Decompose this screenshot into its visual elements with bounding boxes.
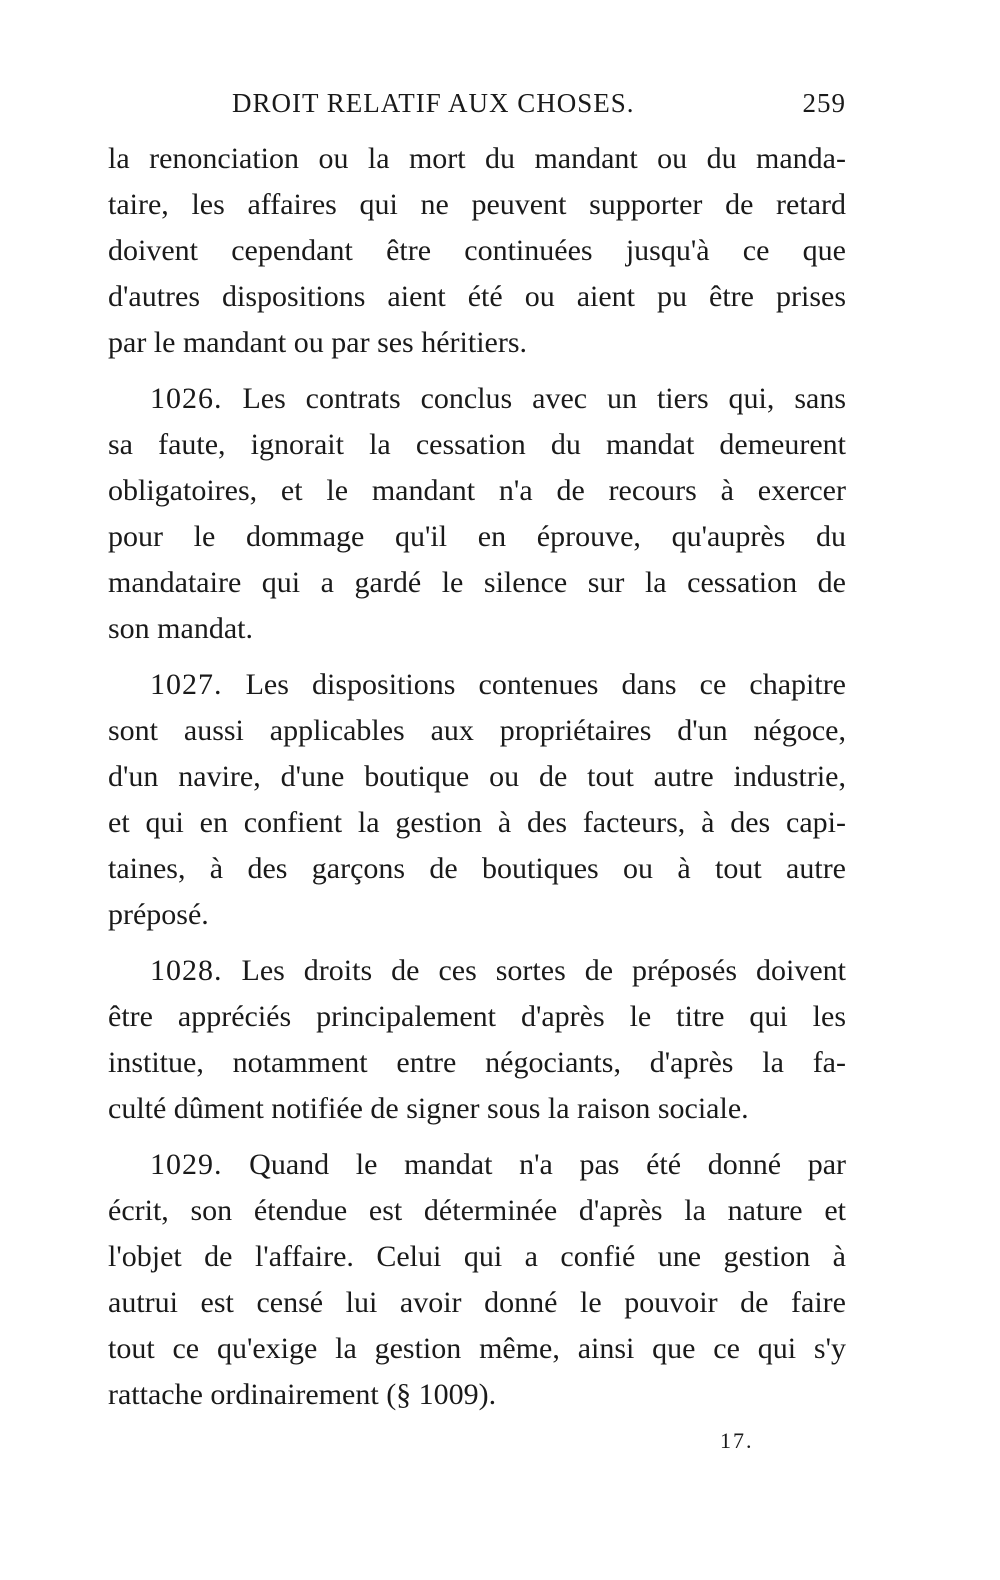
text-line: par le mandant ou par ses héritiers.: [108, 326, 528, 359]
paragraph-continuation: [108, 136, 846, 366]
text-line: d'un navire, d'une boutique ou de tout autre industrie,: [108, 760, 846, 793]
text-line: tout ce qu'exige la gestion même, ainsi que ce qui s'y: [108, 1332, 846, 1365]
text-line: culté dûment notifiée de signer sous la raison sociale.: [108, 1092, 749, 1125]
text-line: taines, à des garçons de boutiques ou à tout autre: [108, 852, 846, 885]
text-line: [108, 376, 846, 422]
text-line: autrui est censé lui avoir donné le pouvoir de faire: [108, 1286, 846, 1319]
text-line: mandataire qui a gardé le silence sur la cessation de: [108, 566, 846, 599]
text-line: sont aussi applicables aux propriétaires d'un négoce,: [108, 714, 846, 747]
text-line: d'autres dispositions aient été ou aient pu être prises: [108, 280, 846, 313]
article-number: 1028.: [150, 954, 223, 987]
article-1028: [108, 948, 846, 1132]
running-title: DROIT RELATIF AUX CHOSES.: [232, 88, 635, 118]
article-1026: [108, 376, 846, 652]
body-text: [108, 136, 846, 1418]
page-number: 259: [802, 88, 846, 118]
article-number: 1029.: [150, 1148, 223, 1181]
article-1027: [108, 662, 846, 938]
article-number: 1027.: [150, 668, 223, 701]
text-line: et qui en confient la gestion à des facteurs, à des capi-: [108, 806, 846, 839]
signature-mark: 17.: [720, 1428, 754, 1453]
article-text: Les droits de ces sortes de préposés doivent: [241, 954, 846, 987]
text-line: son mandat.: [108, 612, 253, 645]
text-line: préposé.: [108, 898, 209, 931]
text-line: la renonciation ou la mort du mandant ou du manda-: [108, 142, 846, 175]
text-line: l'objet de l'affaire. Celui qui a confié une gestion à: [108, 1240, 846, 1273]
article-text: Les contrats conclus avec un tiers qui, sans: [242, 382, 846, 415]
text-line: sa faute, ignorait la cessation du mandat demeurent: [108, 428, 846, 461]
text-line: pour le dommage qu'il en éprouve, qu'auprès du: [108, 520, 846, 553]
text-line: doivent cependant être continuées jusqu'à ce que: [108, 234, 846, 267]
article-1029: [108, 1142, 846, 1418]
article-text: Quand le mandat n'a pas été donné par: [249, 1148, 847, 1181]
text-line: [108, 948, 846, 994]
text-line: rattache ordinairement (§ 1009).: [108, 1378, 497, 1411]
text-line: être appréciés principalement d'après le titre qui les: [108, 1000, 846, 1033]
article-text: Les dispositions contenues dans ce chapitre: [245, 668, 846, 701]
text-line: [108, 662, 846, 708]
text-line: écrit, son étendue est déterminée d'après la nature et: [108, 1194, 846, 1227]
text-line: institue, notamment entre négociants, d'après la fa-: [108, 1046, 846, 1079]
text-line: obligatoires, et le mandant n'a de recours à exercer: [108, 474, 846, 507]
text-line: taire, les affaires qui ne peuvent supporter de retard: [108, 188, 846, 221]
running-head: [108, 88, 846, 132]
text-line: [108, 1142, 846, 1188]
article-number: 1026.: [150, 382, 223, 415]
